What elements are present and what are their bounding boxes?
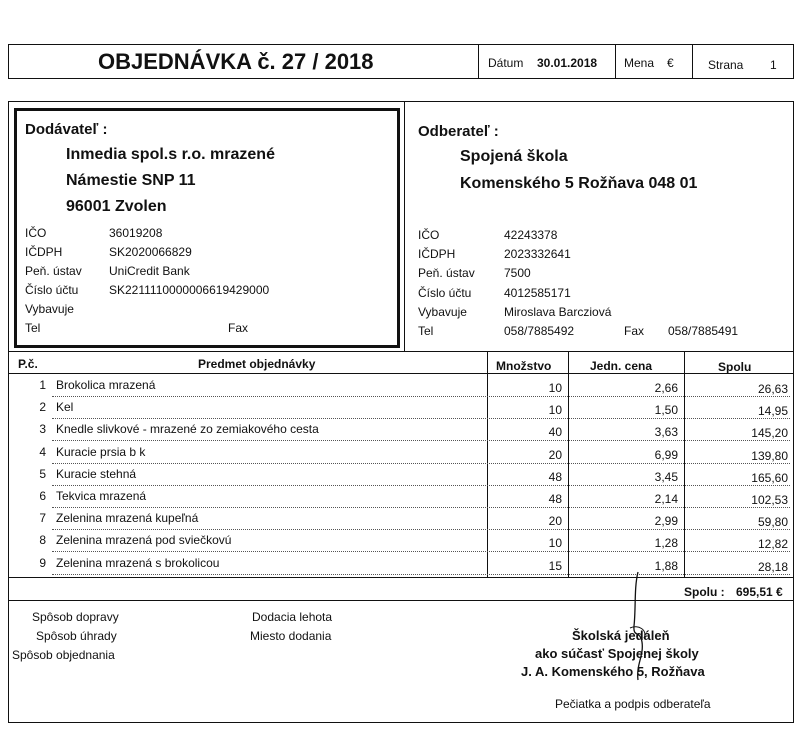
customer-fax-value: 058/7885491	[668, 324, 739, 338]
row-total: 14,95	[757, 404, 788, 419]
row-num: 8	[39, 533, 46, 548]
row-unit: 3,63	[654, 425, 678, 440]
row-num: 2	[39, 400, 46, 415]
supplier-handler-label: Vybavuje	[25, 302, 74, 316]
delivery-place-label: Miesto dodania	[250, 629, 332, 643]
row-total: 139,80	[751, 448, 788, 463]
supplier-bank-value: UniCredit Bank	[109, 264, 190, 278]
supplier-city: 96001 Zvolen	[66, 198, 167, 215]
col-header-total: Spolu	[718, 360, 752, 374]
row-num: 9	[39, 555, 46, 570]
row-unit: 2,66	[654, 381, 678, 395]
supplier-heading: Dodávateľ :	[25, 121, 108, 138]
row-num: 6	[39, 489, 46, 503]
row-divider	[52, 440, 790, 441]
row-unit: 2,14	[654, 492, 678, 506]
col-header-qty: Množstvo	[496, 359, 552, 373]
row-item: Tekvica mrazená	[56, 489, 147, 503]
row-divider	[52, 529, 790, 530]
row-item: Zelenina mrazená pod sviečkovú	[56, 533, 232, 548]
customer-ico-value: 42243378	[504, 228, 558, 242]
customer-icdph-value: 2023332641	[504, 247, 571, 261]
row-num: 5	[39, 466, 46, 481]
row-unit: 1,88	[654, 558, 678, 573]
row-divider	[52, 463, 790, 464]
customer-icdph-label: IČDPH	[418, 247, 456, 261]
customer-tel-value: 058/7885492	[504, 324, 575, 338]
row-divider	[52, 507, 790, 508]
customer-ico-label: IČO	[418, 228, 440, 242]
sum-label: Spolu :	[684, 585, 725, 599]
supplier-icdph-value: SK2020066829	[109, 245, 192, 259]
row-item: Zelenina mrazená s brokolicou	[56, 555, 220, 570]
customer-street: Komenského 5 Rožňava 048 01	[460, 175, 698, 192]
row-item: Kuracie stehná	[56, 466, 137, 481]
page-label: Strana	[708, 58, 744, 72]
supplier-name: Inmedia spol.s r.o. mrazené	[66, 146, 275, 163]
customer-heading: Odberateľ :	[418, 123, 499, 140]
row-item: Zelenina mrazená kupeľná	[56, 511, 199, 526]
page-value: 1	[770, 58, 777, 72]
row-item: Knedle slivkové - mrazené zo zemiakového cesta	[56, 422, 319, 437]
customer-handler-label: Vybavuje	[418, 305, 467, 319]
row-divider	[52, 485, 790, 486]
sum-value: 695,51 €	[736, 585, 783, 599]
row-divider	[52, 551, 790, 552]
row-qty: 10	[548, 536, 562, 551]
row-total: 26,63	[757, 382, 788, 396]
transport-label: Spôsob dopravy	[32, 610, 119, 624]
row-num: 7	[39, 511, 46, 526]
row-unit: 1,50	[654, 403, 678, 418]
row-total: 165,60	[751, 470, 788, 485]
supplier-fax-label: Fax	[228, 321, 249, 335]
row-num: 1	[39, 378, 46, 392]
supplier-account-value: SK2211110000006619429000	[109, 283, 270, 297]
customer-name: Spojená škola	[460, 148, 568, 165]
col-header-unit: Jedn. cena	[590, 359, 653, 373]
row-unit: 1,28	[654, 536, 678, 551]
row-total: 59,80	[757, 515, 788, 530]
row-item: Kel	[56, 400, 74, 415]
stamp-line-3: J. A. Komenského 5, Rožňava	[521, 664, 705, 679]
supplier-bank-label: Peň. ústav	[25, 264, 82, 278]
currency-value: €	[667, 56, 674, 70]
customer-account-label: Číslo účtu	[418, 286, 472, 300]
stamp-line-1: Školská jedáleň	[572, 628, 670, 643]
page-title: OBJEDNÁVKA č. 27 / 2018	[98, 49, 374, 74]
customer-bank-value: 7500	[504, 266, 531, 280]
row-divider	[52, 418, 790, 419]
row-qty: 48	[548, 469, 562, 484]
delivery-term-label: Dodacia lehota	[252, 610, 333, 624]
customer-fax-label: Fax	[624, 324, 645, 338]
row-divider	[52, 574, 790, 575]
row-item: Brokolica mrazená	[56, 378, 156, 392]
stamp-line-2: ako súčasť Spojenej školy	[535, 646, 699, 661]
col-header-num: P.č.	[18, 357, 38, 371]
row-num: 4	[39, 444, 46, 459]
supplier-ico-value: 36019208	[109, 226, 163, 240]
supplier-street: Námestie SNP 11	[66, 172, 196, 189]
ordering-label: Spôsob objednania	[12, 648, 115, 662]
row-total: 102,53	[751, 493, 788, 507]
signature-scribble	[620, 568, 660, 688]
row-qty: 10	[548, 381, 562, 395]
supplier-tel-label: Tel	[25, 321, 41, 335]
customer-account-value: 4012585171	[504, 286, 571, 300]
date-value: 30.01.2018	[537, 56, 598, 70]
row-num: 3	[39, 422, 46, 437]
currency-label: Mena	[624, 56, 655, 70]
row-unit: 3,45	[654, 469, 678, 484]
row-total: 12,82	[757, 537, 788, 552]
row-qty: 15	[548, 558, 562, 573]
row-unit: 6,99	[654, 447, 678, 462]
date-label: Dátum	[488, 56, 524, 70]
row-total: 145,20	[751, 426, 788, 441]
row-divider	[52, 396, 790, 397]
payment-label: Spôsob úhrady	[36, 629, 117, 643]
row-qty: 20	[548, 514, 562, 529]
row-item: Kuracie prsia b k	[56, 444, 146, 459]
customer-handler-value: Miroslava Barcziová	[504, 305, 612, 319]
customer-tel-label: Tel	[418, 324, 434, 338]
supplier-ico-label: IČO	[25, 226, 47, 240]
supplier-icdph-label: IČDPH	[25, 245, 63, 259]
row-unit: 2,99	[654, 514, 678, 529]
row-qty: 48	[548, 492, 562, 506]
row-qty: 20	[548, 447, 562, 462]
col-header-item: Predmet objednávky	[198, 357, 316, 371]
customer-bank-label: Peň. ústav	[418, 266, 475, 280]
row-qty: 40	[548, 425, 562, 440]
row-total: 28,18	[757, 559, 788, 574]
supplier-account-label: Číslo účtu	[25, 283, 79, 297]
row-qty: 10	[548, 403, 562, 418]
signature-label: Pečiatka a podpis odberateľa	[555, 697, 711, 711]
